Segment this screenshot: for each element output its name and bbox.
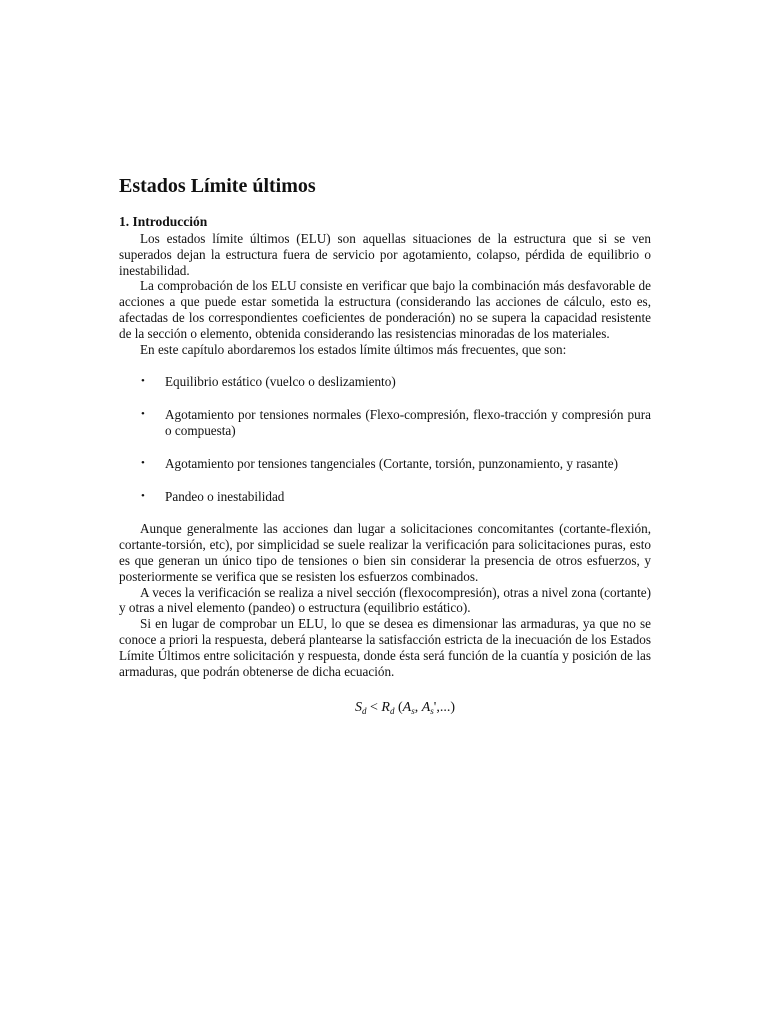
formula-subscript: s [430,706,434,717]
formula-tail: ',...) [433,700,455,716]
formula-symbol: R [381,700,390,716]
paragraph: Los estados límite últimos (ELU) son aquellas situaciones de la estructura que si se ven superados dejan la estructura fuera de servicio por agotamiento, colapso, pérdida de equilibrio o inestabilidad. [119,231,651,278]
list-item-text: Pandeo o inestabilidad [165,488,285,504]
paragraph: Si en lugar de comprobar un ELU, lo que se desea es dimensionar las armaduras, ya que no se conoce a priori la respuesta, deberá plantearse la satisfacción estricta de la inecuación de los Estados Límite Últimos entre solicitación y respuesta, donde ésta será función de la cuantía y posición de las armaduras, que podrán obtenerse de dicha ecuación. [119,616,651,679]
formula-operator: < [366,700,382,716]
bullet-icon: • [141,408,145,421]
list-item-text: Agotamiento por tensiones normales (Flexo-compresión, flexo-tracción y compresión pura o compuesta) [165,407,651,438]
bullet-icon: • [141,456,145,469]
formula-symbol: A [402,700,412,716]
list-item [119,374,651,390]
formula-subscript: s [411,706,415,717]
paragraph: A veces la verificación se realiza a nivel sección (flexocompresión), otras a nivel zona (cortante) y otras a nivel elemento (pandeo) o estructura (equilibrio estático). [119,584,651,616]
bullet-list [119,374,651,504]
paragraph: Aunque generalmente las acciones dan lugar a solicitaciones concomitantes (cortante-flexión, cortante-torsión, etc), por simplicidad se suele realizar la verificación para solicitaciones puras, esto es que generan un único tipo de tensiones o bien sin considerar la presencia de otros esfuerzos, y posteriormente se verifica que se resisten los esfuerzos combinados. [119,521,651,584]
list-item-text: Agotamiento por tensiones tangenciales (Cortante, torsión, punzonamiento, y rasante) [165,455,619,471]
formula-symbol: S [355,700,362,716]
formula-separator: , [414,700,422,716]
formula-subscript: d [362,706,367,717]
bullet-icon: • [141,489,145,502]
inequation-formula [119,699,651,720]
formula-paren: ( [394,700,403,716]
document-title: Estados Límite últimos [119,175,316,197]
list-item [119,407,651,439]
paragraph: En este capítulo abordaremos los estados límite últimos más frecuentes, que son: [140,341,567,357]
formula-symbol: A [421,700,431,716]
list-item-text: Equilibrio estático (vuelco o deslizamiento) [165,374,396,390]
formula-subscript: d [389,706,395,717]
list-item [119,456,651,472]
section-heading: 1. Introducción [119,214,208,229]
paragraph: La comprobación de los ELU consiste en verificar que bajo la combinación más desfavorable de acciones a que puede estar sometida la estructura (considerando las acciones de cálculo, esto es, afectadas de los correspondientes coeficientes de ponderación) no se supera la capacidad resistente de la sección o elemento, obtenida considerando las resistencias minoradas de los materiales. [119,278,651,341]
list-item [119,489,651,505]
document-page [119,174,651,720]
bullet-icon: • [141,375,145,388]
